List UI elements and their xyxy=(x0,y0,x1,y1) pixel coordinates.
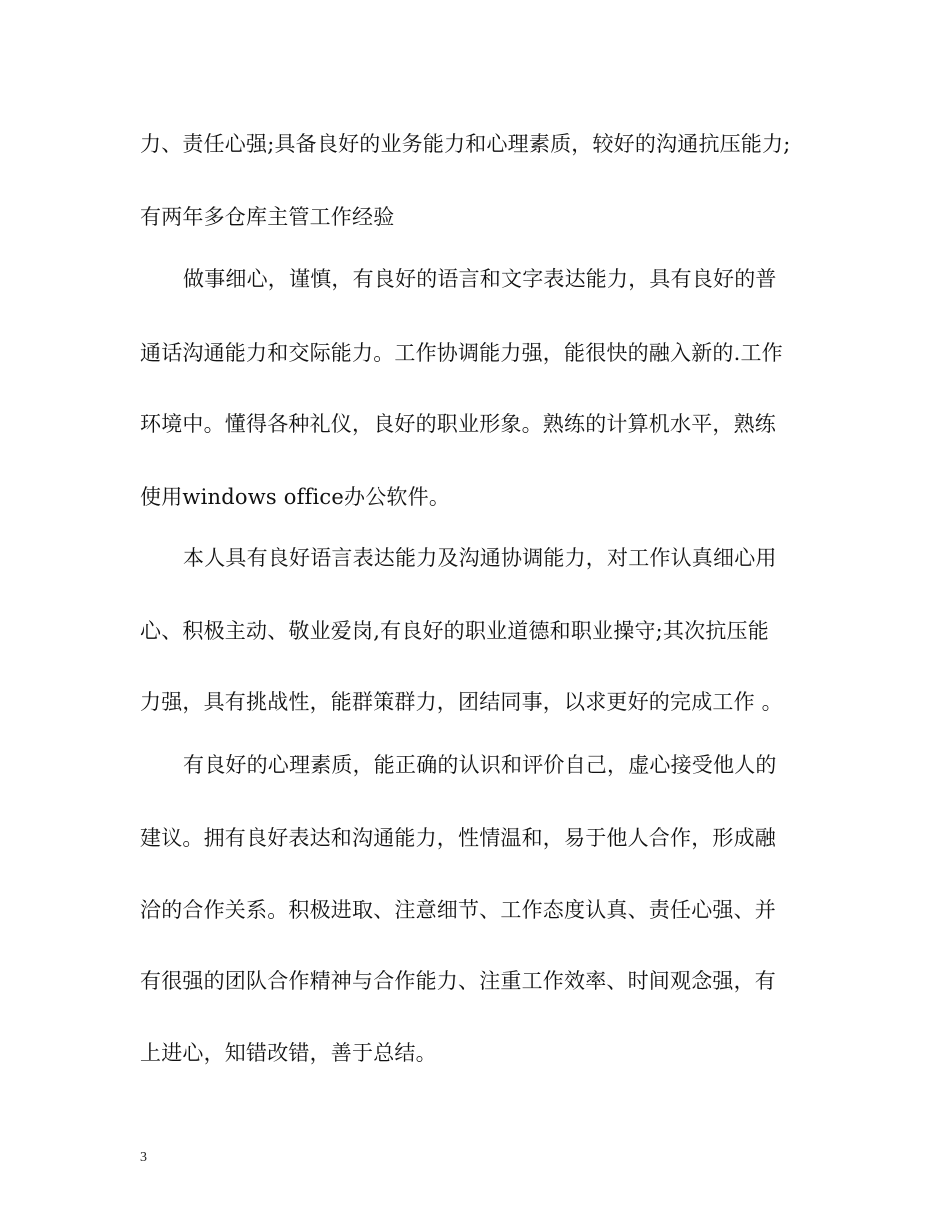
text-line: 有很强的团队合作精神与合作能力、注重工作效率、时间观念强，有 xyxy=(140,969,776,993)
paragraph-first-line: 有良好的心理素质，能正确的认识和评价自己，虚心接受他人的 xyxy=(183,753,777,777)
paragraph-first-line: 做事细心，谨慎，有良好的语言和文字表达能力，具有良好的普 xyxy=(183,267,777,291)
text-line: 力、责任心强;具备良好的业务能力和心理素质，较好的沟通抗压能力; xyxy=(140,132,791,156)
text-line: 力强，具有挑战性，能群策群力，团结同事，以求更好的完成工作 。 xyxy=(140,690,783,714)
text-line: 使用windows office办公软件。 xyxy=(140,485,451,509)
text-line: 建议。拥有良好表达和沟通能力，性情温和，易于他人合作，形成融 xyxy=(140,826,776,850)
paragraph-first-line: 本人具有良好语言表达能力及沟通协调能力，对工作认真细心用 xyxy=(183,546,777,570)
text-line: 心、积极主动、敬业爱岗,有良好的职业道德和职业操守;其次抗压能 xyxy=(140,619,769,643)
text-line: 有两年多仓库主管工作经验 xyxy=(140,205,395,229)
text-line: 通话沟通能力和交际能力。工作协调能力强，能很快的融入新的.工作 xyxy=(140,341,783,365)
text-line: 环境中。懂得各种礼仪，良好的职业形象。熟练的计算机水平，熟练 xyxy=(140,412,776,436)
text-line: 上进心，知错改错，善于总结。 xyxy=(140,1041,437,1065)
text-line: 洽的合作关系。积极进取、注意细节、工作态度认真、责任心强、并 xyxy=(140,898,776,922)
page-number: 3 xyxy=(140,1150,147,1165)
